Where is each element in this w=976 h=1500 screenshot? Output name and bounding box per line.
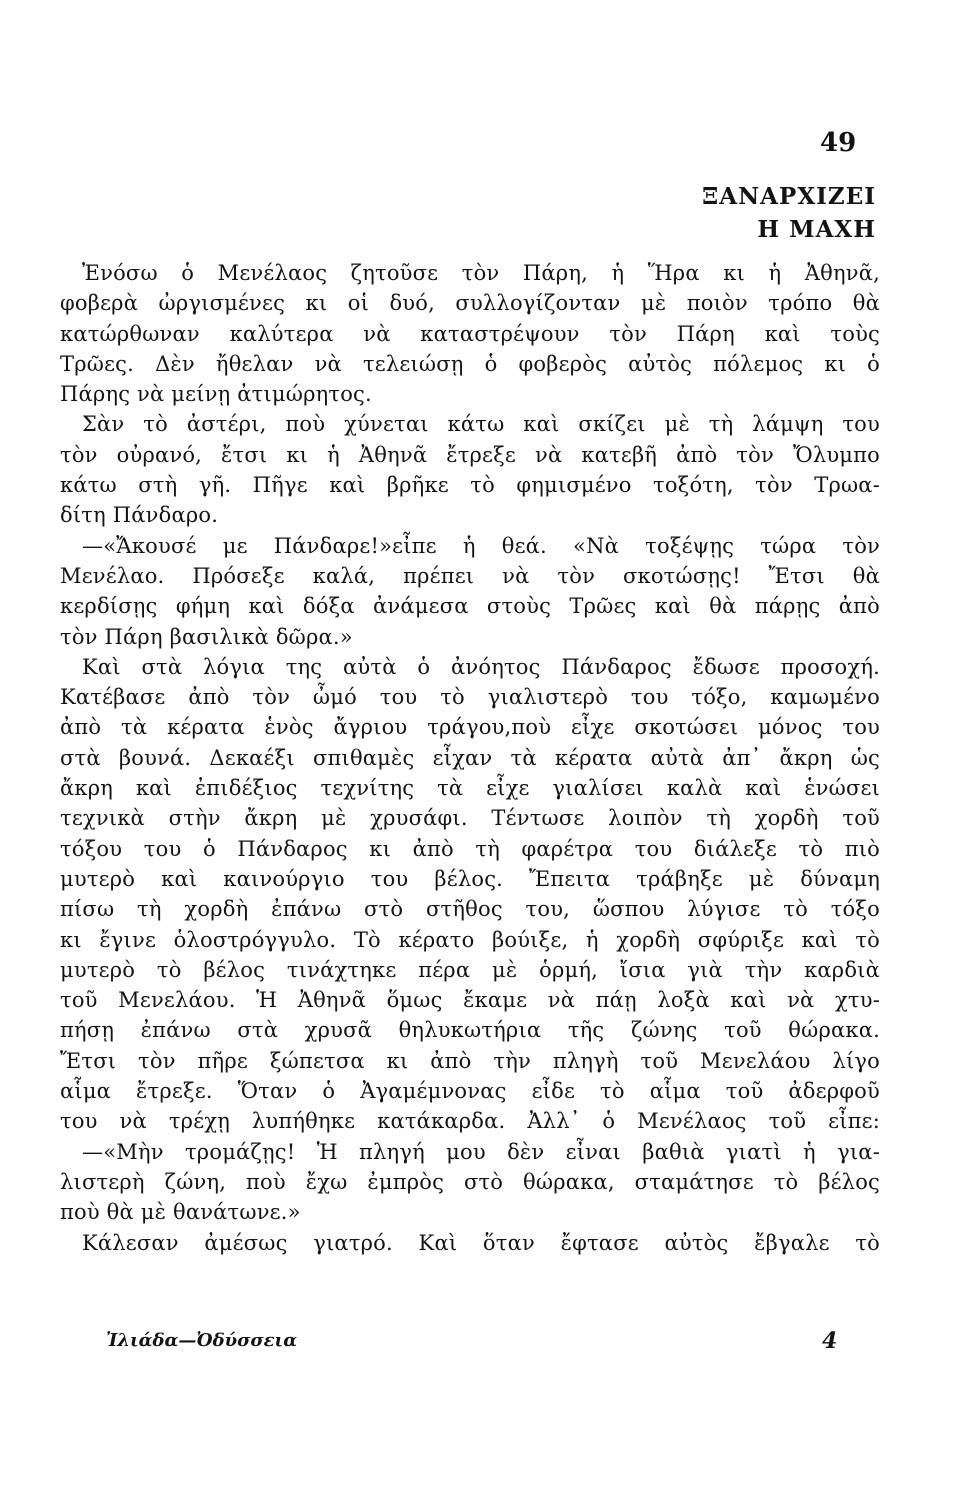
text-line: Μενέλαο. Πρόσεξε καλά, πρέπει νὰ τὸν σκοτώσῃς! Ἔτσι θὰ — [60, 563, 880, 588]
text-line: ἀπὸ τὰ κέρατα ἑνὸς ἄγριου τράγου,ποὺ εἶχε σκοτώσει μόνος του — [60, 715, 880, 740]
text-line: τόξου του ὁ Πάνδαρος κι ἀπὸ τὴ φαρέτρα του διάλεξε τὸ πιὸ — [60, 836, 880, 861]
text-line: Κατέβασε ἀπὸ τὸν ὦμό του τὸ γιαλιστερὸ του τόξο, καμωμένο — [60, 685, 880, 710]
text-line: πήσῃ ἐπάνω στὰ χρυσᾶ θηλυκωτήρια τῆς ζώνης τοῦ θώρακα. — [60, 1018, 880, 1043]
text-line: δίτη Πάνδαρο. — [60, 503, 219, 528]
text-line: κι ἔγινε ὁλοστρόγγυλο. Τὸ κέρατο βούιξε, ἡ χορδὴ σφύριξε καὶ τὸ — [60, 927, 880, 952]
text-line: Ἐνόσω ὁ Μενέλαος ζητοῦσε τὸν Πάρη, ἡ Ἥρα κι ἡ Ἀθηνᾶ, — [82, 261, 880, 285]
text-line: ἄκρη καὶ ἐπιδέξιος τεχνίτης τὰ εἶχε γιαλίσει καλὰ καὶ ἑνώσει — [60, 776, 880, 801]
page-number: 49 — [820, 128, 857, 158]
body-text — [60, 258, 880, 1258]
text-line: κατώρθωναν καλύτερα νὰ καταστρέψουν τὸν Πάρη καὶ τοὺς — [60, 321, 880, 346]
text-line: τοῦ Μενελάου. Ἡ Ἀθηνᾶ ὅμως ἔκαμε νὰ πάῃ λοξὰ καὶ νὰ χτυ- — [60, 988, 880, 1013]
text-line: φοβερὰ ὠργισμένες κι οἱ δυό, συλλογίζονταν μὲ ποιὸν τρόπο θὰ — [60, 291, 880, 316]
signature-mark: 4 — [822, 1328, 838, 1354]
text-line: τὸν οὐρανό, ἔτσι κι ἡ Ἀθηνᾶ ἔτρεξε νὰ κατεβῆ ἀπὸ τὸν Ὄλυμπο — [60, 442, 880, 467]
text-line: πίσω τὴ χορδὴ ἐπάνω στὸ στῆθος του, ὥσπου λύγισε τὸ τόξο — [60, 897, 880, 922]
text-line: ποὺ θὰ μὲ θανάτωνε.» — [60, 1200, 301, 1225]
text-line: Καὶ στὰ λόγια της αὐτὰ ὁ ἀνόητος Πάνδαρος ἔδωσε προσοχή. — [82, 654, 880, 679]
text-line: μυτερὸ τὸ βέλος τινάχτηκε πέρα μὲ ὁρμή, ἴσια γιὰ τὴν καρδιὰ — [60, 957, 880, 982]
text-line: Κάλεσαν ἀμέσως γιατρό. Καὶ ὅταν ἔφτασε αὐτὸς ἔβγαλε τὸ — [82, 1230, 880, 1255]
text-line: κερδίσῃς φήμη καὶ δόξα ἀνάμεσα στοὺς Τρῶες καὶ θὰ πάρῃς ἀπὸ — [60, 594, 880, 619]
text-line: Σὰν τὸ ἀστέρι, ποὺ χύνεται κάτω καὶ σκίζει μὲ τὴ λάμψη του — [82, 412, 880, 437]
chapter-title-line: Η ΜΑΧΗ — [757, 216, 876, 243]
text-line: —«Μὴν τρομάζῃς! Ἡ πληγή μου δὲν εἶναι βαθιὰ γιατὶ ἡ για- — [82, 1139, 880, 1164]
chapter-title-line: ΞΑΝΑΡΧΙΖΕΙ — [702, 183, 876, 210]
text-line: Πάρης νὰ μείνῃ ἀτιμώρητος. — [60, 382, 372, 407]
text-line: Τρῶες. Δὲν ἤθελαν νὰ τελειώσῃ ὁ φοβερὸς αὐτὸς πόλεμος κι ὁ — [60, 351, 880, 376]
text-line: τὸν Πάρη βασιλικὰ δῶρα.» — [60, 624, 353, 649]
text-line: —«Ἄκουσέ με Πάνδαρε!»εἶπε ἡ θεά. «Νὰ τοξέψῃς τώρα τὸν — [82, 533, 880, 558]
text-line: του νὰ τρέχῃ λυπήθηκε κατάκαρδα. Ἀλλ᾽ ὁ Μενέλαος τοῦ εἶπε: — [60, 1109, 880, 1134]
chapter-title — [702, 180, 876, 246]
text-line: λιστερὴ ζώνη, ποὺ ἔχω ἐμπρὸς στὸ θώρακα, σταμάτησε τὸ βέλος — [60, 1169, 880, 1194]
text-line: τεχνικὰ στὴν ἄκρη μὲ χρυσάφι. Τέντωσε λοιπὸν τὴ χορδὴ τοῦ — [60, 806, 880, 831]
text-line: Ἔτσι τὸν πῆρε ξώπετσα κι ἀπὸ τὴν πληγὴ τοῦ Μενελάου λίγο — [60, 1048, 880, 1073]
text-line: κάτω στὴ γῆ. Πῆγε καὶ βρῆκε τὸ φημισμένο τοξότη, τὸν Τρωα- — [60, 473, 880, 498]
text-line: αἷμα ἔτρεξε. Ὅταν ὁ Ἀγαμέμνονας εἶδε τὸ αἷμα τοῦ ἀδερφοῦ — [60, 1079, 880, 1104]
footer-book-title: Ἰλιάδα—Ὀδύσσεια — [106, 1330, 298, 1351]
text-line: στὰ βουνά. Δεκαέξι σπιθαμὲς εἶχαν τὰ κέρατα αὐτὰ ἀπ᾽ ἄκρη ὡς — [60, 745, 880, 770]
text-line: μυτερὸ καὶ καινούργιο του βέλος. Ἔπειτα τράβηξε μὲ δύναμη — [60, 866, 880, 891]
